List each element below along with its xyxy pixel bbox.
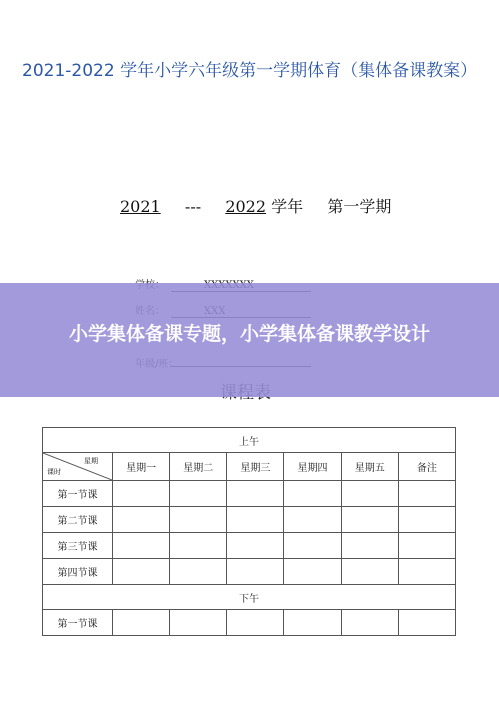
diagonal-header-cell (43, 453, 113, 481)
day-header: 星期三 (227, 453, 284, 481)
diag-period-label: 课时 (47, 468, 61, 476)
afternoon-header: 下午 (43, 585, 456, 610)
period-label: 第一节课 (43, 481, 113, 507)
day-header: 星期五 (341, 453, 398, 481)
term-label: 第一学期 (327, 197, 392, 216)
document-title: 2021-2022 学年小学六年级第一学期体育（集体备课教案） (22, 61, 478, 81)
table-row (43, 610, 456, 636)
day-header: 星期二 (170, 453, 227, 481)
day-header: 星期四 (284, 453, 341, 481)
year-separator: --- (184, 197, 202, 216)
table-row (43, 533, 456, 559)
period-label: 第二节课 (43, 507, 113, 533)
table-row (43, 559, 456, 585)
table-row (43, 481, 456, 507)
schedule-table (42, 427, 456, 636)
year-end: 2022 (225, 197, 267, 216)
period-label: 第一节课 (43, 610, 113, 636)
period-label: 第三节课 (43, 533, 113, 559)
banner-text: 小学集体备课专题，小学集体备课教学设计 (68, 323, 430, 345)
period-label: 第四节课 (43, 559, 113, 585)
year-suffix: 学年 (271, 197, 304, 216)
academic-year-line (120, 194, 391, 217)
day-header: 星期一 (113, 453, 170, 481)
morning-header: 上午 (43, 428, 456, 453)
year-start: 2021 (120, 197, 161, 216)
table-row (43, 507, 456, 533)
diag-weekday-label: 星期 (84, 457, 98, 465)
notes-header: 备注 (398, 453, 455, 481)
